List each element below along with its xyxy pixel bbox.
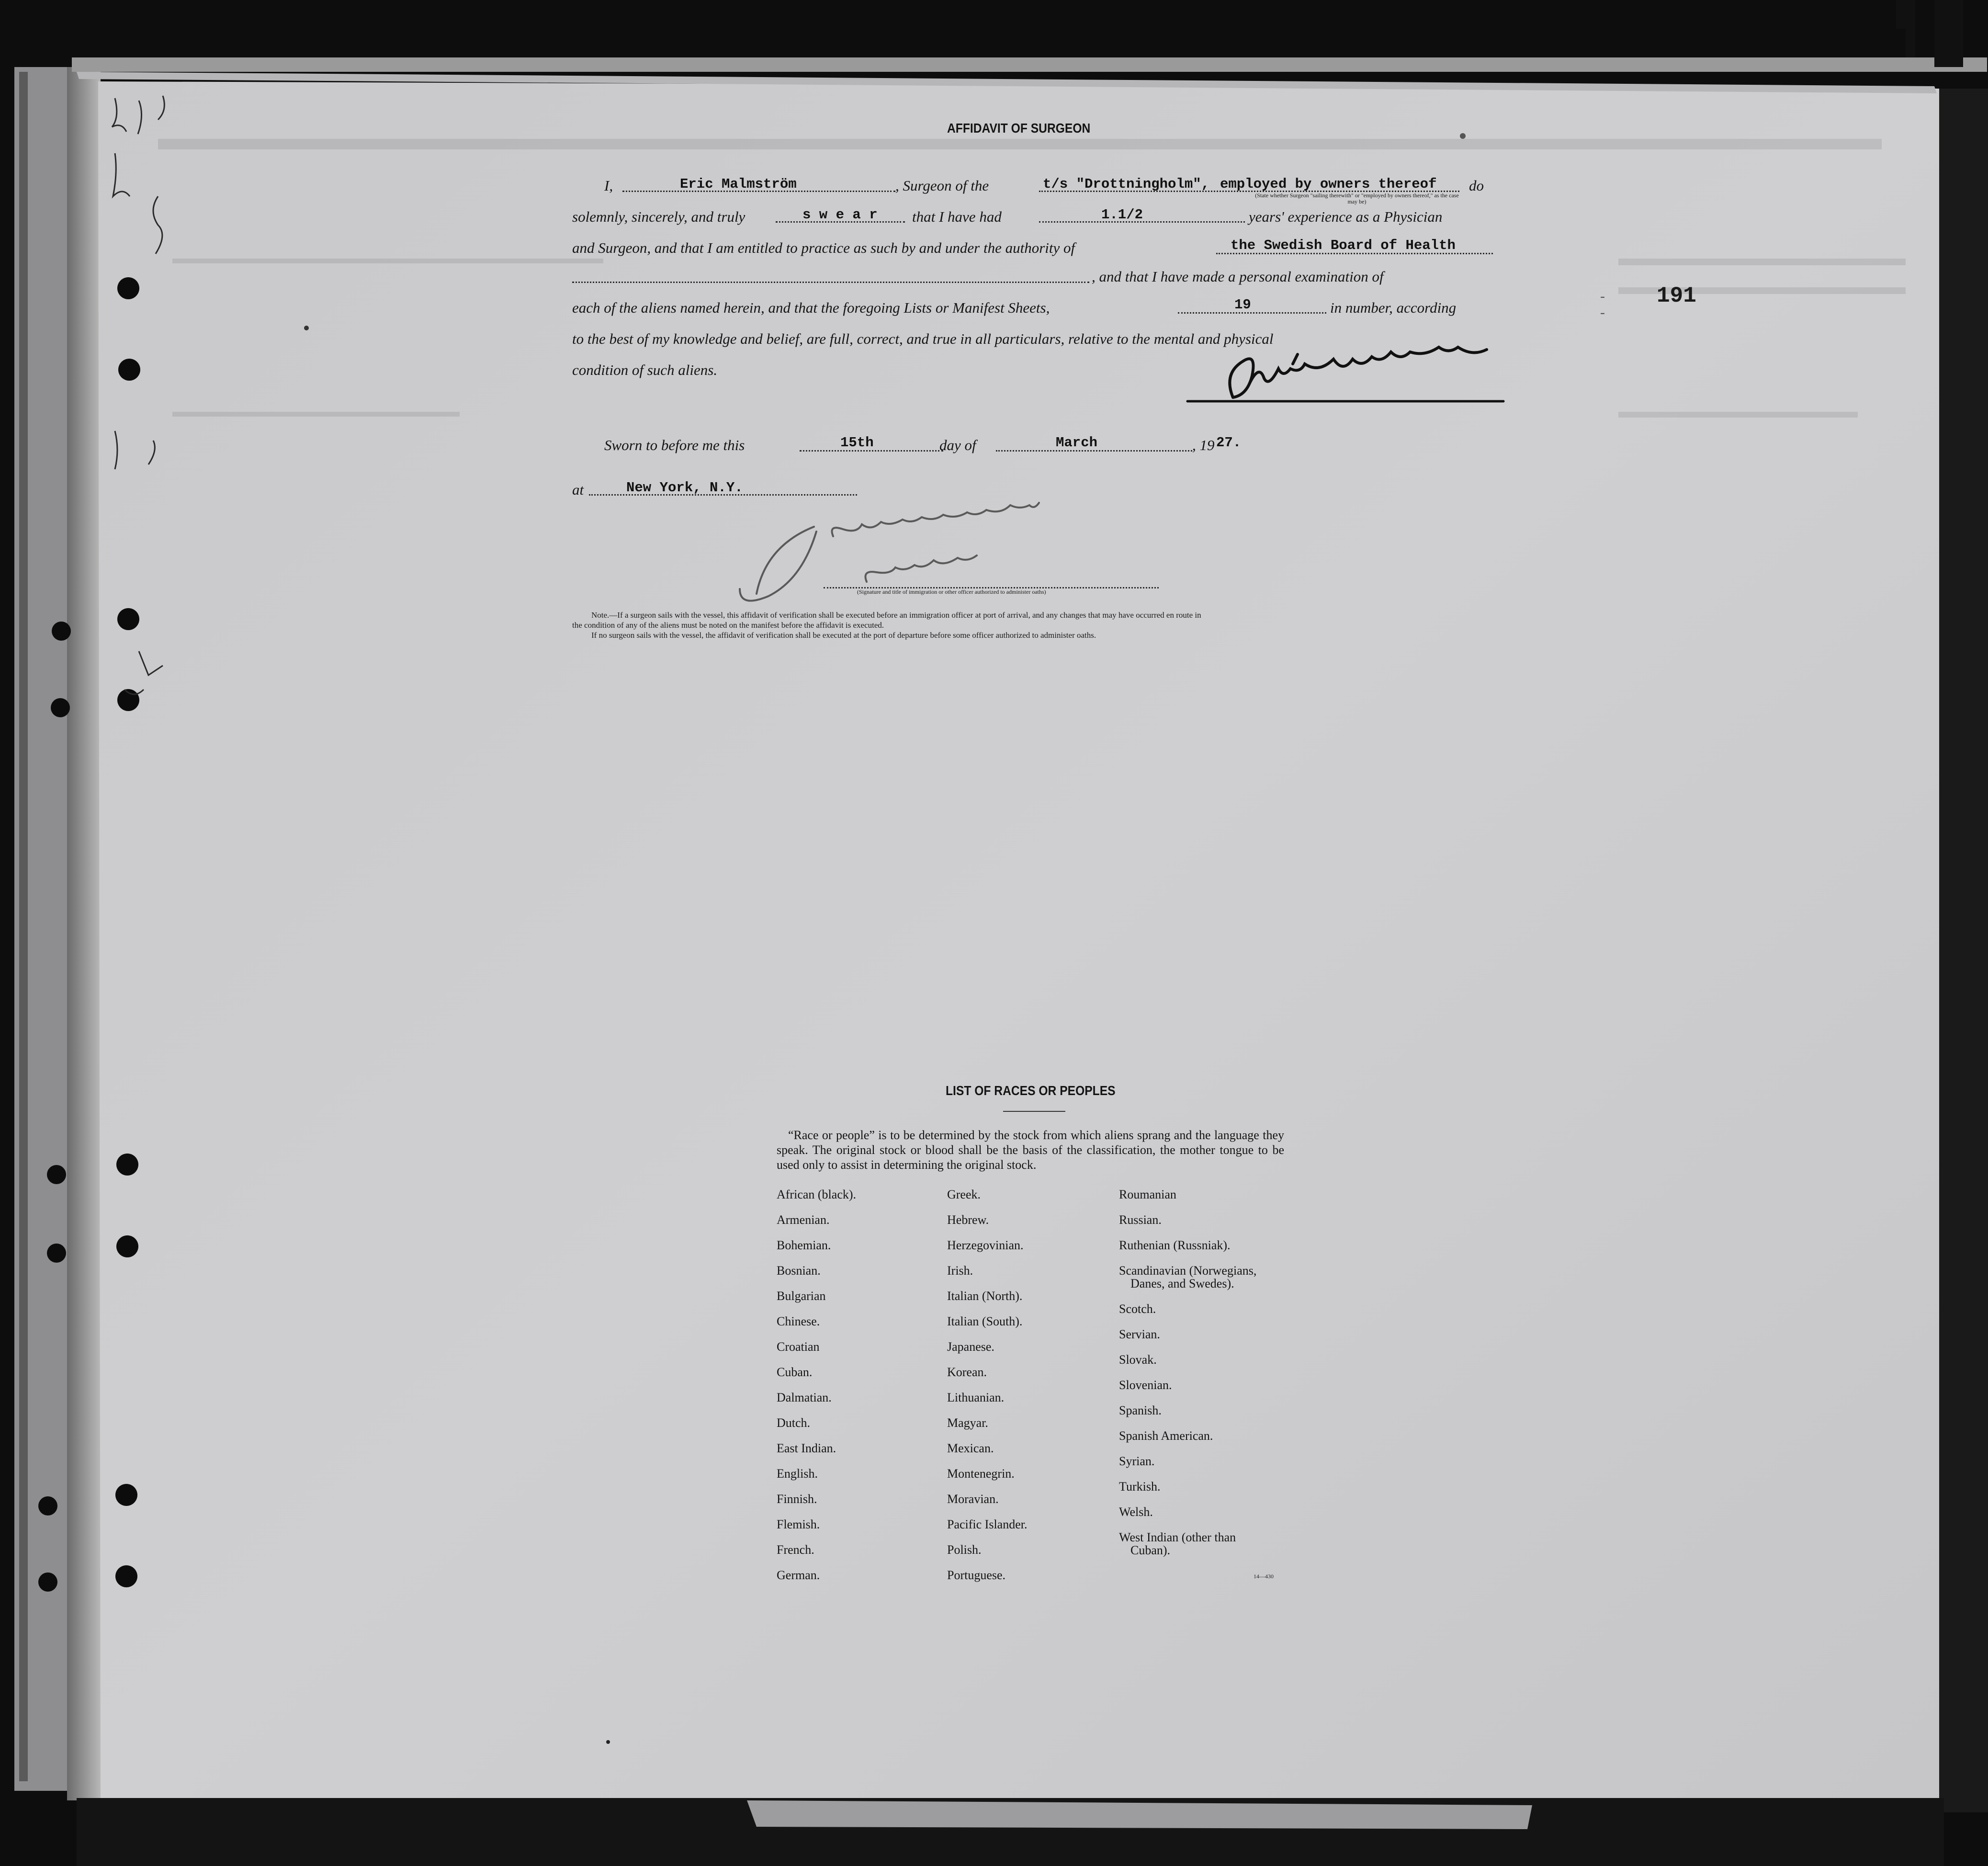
races-title-rule	[1003, 1111, 1065, 1112]
state-note: (State whether Surgeon "sailing therewith" or "employed by owners thereof," as the case may be)	[1255, 192, 1459, 205]
race-item: Finnish.	[777, 1492, 817, 1506]
race-item: Mexican.	[947, 1441, 994, 1455]
races-intro: “Race or people” is to be determined by the stock from which aliens sprang and the language they speak. The original stock or blood shall be the basis of the classification, the mother tongue to be used only to assist in determining the original stock.	[777, 1128, 1284, 1172]
page-number: 191	[1657, 283, 1696, 308]
race-item: Magyar.	[947, 1416, 988, 1430]
race-item: Italian (North).	[947, 1289, 1023, 1303]
sheets-value: 19	[1234, 297, 1251, 313]
to-best-text: to the best of my knowledge and belief, are full, correct, and true in all particulars, relative to the mental and physical	[572, 330, 1274, 347]
affidavit-title: AFFIDAVIT OF SURGEON	[947, 121, 1091, 136]
race-item: Bohemian.	[777, 1238, 831, 1252]
race-item: African (black).	[777, 1187, 857, 1201]
race-item: Lithuanian.	[947, 1391, 1005, 1404]
sworn-text: Sworn to before me this	[604, 437, 745, 453]
races-col-2	[947, 1187, 1028, 1594]
race-item: Japanese.	[947, 1340, 994, 1354]
race-item: Hebrew.	[947, 1213, 989, 1227]
race-item: Syrian.	[1119, 1454, 1155, 1468]
note-line-1: Note.—If a surgeon sails with the vessel, this affidavit of verification shall be executed before an immigration officer at port of arrival, and any changes that may have occurred en route in	[591, 611, 1201, 620]
employment: employed by owners thereof	[1220, 176, 1437, 192]
affidavit-i: I,	[604, 177, 613, 194]
race-item: Flemish.	[777, 1517, 820, 1531]
note-line-3: If no surgeon sails with the vessel, the affidavit of verification shall be executed at the port of departure before some officer authorized to administer oaths.	[591, 631, 1096, 640]
race-item: East Indian.	[777, 1441, 836, 1455]
and-surgeon-text: and Surgeon, and that I am entitled to practice as such by and under the authority of	[572, 239, 1075, 256]
form-number: 14—430	[1254, 1573, 1274, 1580]
day-of-text: day of	[939, 437, 976, 453]
race-item: Korean.	[947, 1365, 987, 1379]
race-item: Slovenian.	[1119, 1378, 1172, 1392]
race-item: Spanish American.	[1119, 1429, 1213, 1443]
race-item: Pacific Islander.	[947, 1517, 1028, 1531]
race-item: Montenegrin.	[947, 1467, 1015, 1481]
race-item: Roumanian	[1119, 1187, 1176, 1201]
race-item: Armenian.	[777, 1213, 830, 1227]
note-line-2: the condition of any of the aliens must be noted on the manifest before the affidavit is executed.	[572, 621, 884, 630]
authority-value: the Swedish Board of Health	[1231, 237, 1456, 253]
race-item: Scandinavian (Norwegians,	[1119, 1264, 1257, 1278]
page-number-tick-marks: - -	[1600, 288, 1605, 320]
race-item: French.	[777, 1543, 814, 1557]
race-item: German.	[777, 1568, 820, 1582]
place-value: New York, N.Y.	[626, 480, 743, 496]
year-value: 27.	[1216, 435, 1242, 451]
race-item: Cuban).	[1130, 1543, 1171, 1557]
do-text: do	[1469, 177, 1484, 194]
surgeon-name: Eric Malmström	[680, 176, 797, 192]
vessel-name: t/s "Drottningholm",	[1043, 176, 1210, 192]
surgeon-of-text: , Surgeon of the	[895, 177, 989, 194]
race-item: Croatian	[777, 1340, 820, 1354]
race-item: Cuban.	[777, 1365, 813, 1379]
personal-exam-text: , and that I have made a personal examination of	[1092, 268, 1384, 285]
race-item: Turkish.	[1119, 1480, 1161, 1493]
race-item: Portuguese.	[947, 1568, 1006, 1582]
race-item: Italian (South).	[947, 1314, 1023, 1328]
races-title: LIST OF RACES OR PEOPLES	[946, 1083, 1116, 1098]
race-item: Bosnian.	[777, 1264, 821, 1278]
solemnly-text: solemnly, sincerely, and truly	[572, 208, 746, 225]
race-item: Dutch.	[777, 1416, 811, 1430]
experience-text: years' experience as a Physician	[1249, 208, 1443, 225]
race-item: Bulgarian	[777, 1289, 826, 1303]
races-col-1	[777, 1187, 856, 1594]
race-item: Dalmatian.	[777, 1391, 832, 1404]
race-item: English.	[777, 1467, 818, 1481]
race-item: Chinese.	[777, 1314, 820, 1328]
races-col-3	[1119, 1187, 1256, 1569]
race-item: Polish.	[947, 1543, 982, 1557]
at-text: at	[572, 481, 584, 498]
race-item: West Indian (other than	[1119, 1530, 1236, 1544]
race-item: Danes, and Swedes).	[1130, 1277, 1234, 1290]
month-value: March	[1056, 435, 1098, 451]
race-item: Servian.	[1119, 1327, 1160, 1341]
race-item: Irish.	[947, 1264, 973, 1278]
oath-word: s w e a r	[802, 207, 878, 223]
race-item: Ruthenian (Russniak).	[1119, 1238, 1231, 1252]
race-item: Moravian.	[947, 1492, 999, 1506]
race-item: Welsh.	[1119, 1505, 1153, 1519]
race-item: Scotch.	[1119, 1302, 1156, 1316]
race-item: Herzegovinian.	[947, 1238, 1024, 1252]
officer-caption: (Signature and title of immigration or other officer authorized to administer oaths)	[857, 588, 1046, 595]
race-item: Spanish.	[1119, 1403, 1162, 1417]
in-number-text: in number, according	[1330, 299, 1457, 316]
each-alien-text: each of the aliens named herein, and that the foregoing Lists or Manifest Sheets,	[572, 299, 1050, 316]
race-item: Russian.	[1119, 1213, 1162, 1227]
condition-text: condition of such aliens.	[572, 362, 718, 378]
day-value: 15th	[840, 435, 874, 451]
year-prefix: , 19	[1192, 437, 1215, 453]
that-had-text: that I have had	[912, 208, 1002, 225]
years-value: 1.1/2	[1101, 207, 1143, 223]
race-item: Slovak.	[1119, 1353, 1157, 1367]
race-item: Greek.	[947, 1187, 981, 1201]
